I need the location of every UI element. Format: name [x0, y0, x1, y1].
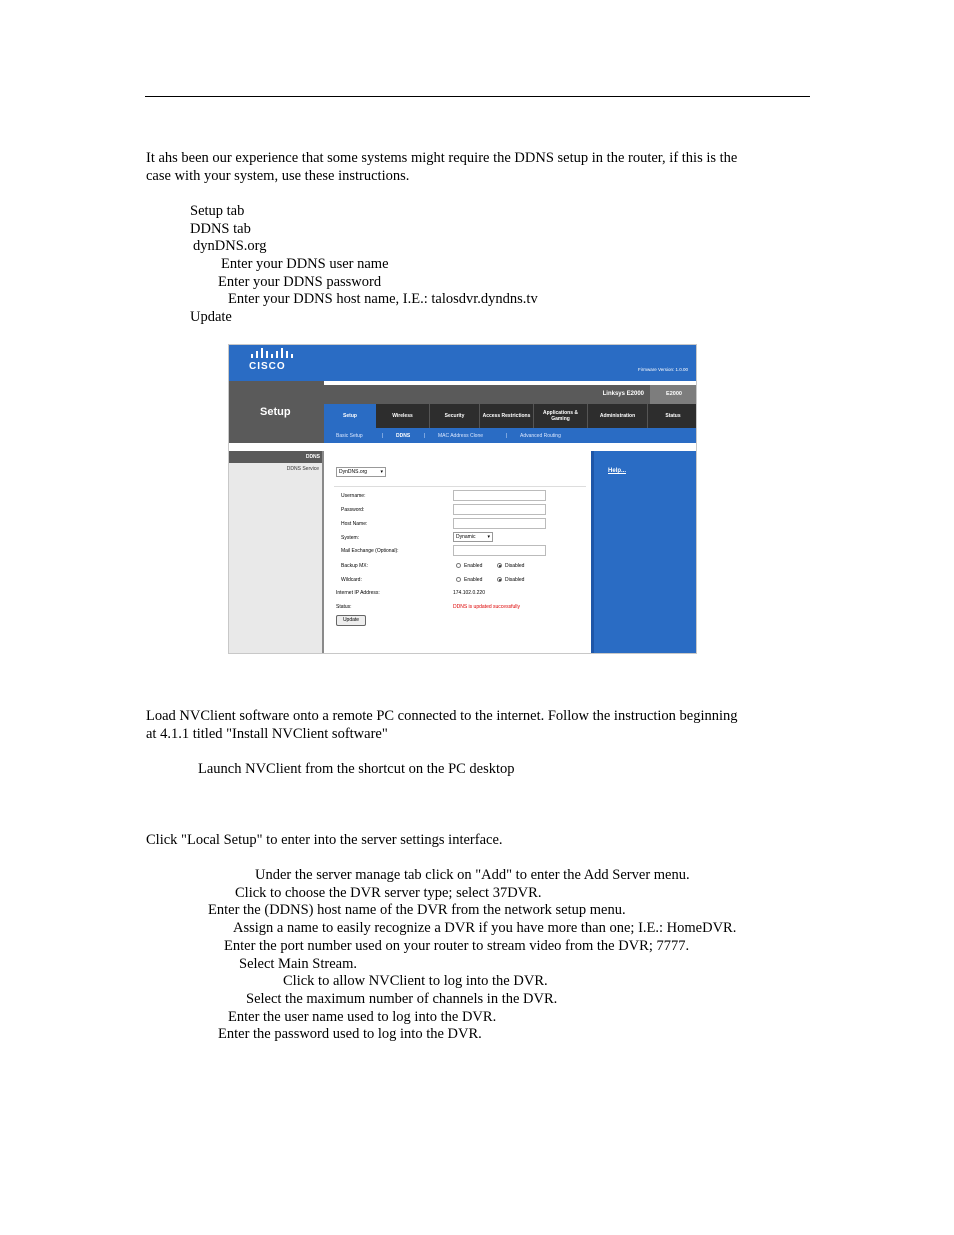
server-step-8: Select the maximum number of channels in the DVR. [246, 991, 558, 1007]
server-step-9: Enter the user name used to log into the DVR. [228, 1009, 497, 1025]
router-ddns-screenshot [228, 344, 697, 654]
server-step-7: Click to allow NVClient to log into the DVR. [283, 973, 548, 989]
help-link[interactable]: Help... [608, 468, 627, 474]
router-step-6: Enter your DDNS host name, I.E.: talosdvr.dyndns.tv [228, 291, 538, 307]
tab-status[interactable]: Status [665, 413, 681, 419]
product-bar [324, 385, 697, 404]
tab-access-restrictions[interactable]: Access Restrictions [480, 404, 534, 428]
backup-mx-label: Backup MX: [341, 563, 368, 569]
cisco-logo-icon [249, 348, 293, 376]
left-column [229, 451, 324, 654]
router-step-5: Enter your DDNS password [218, 274, 382, 290]
server-step-4: Assign a name to easily recognize a DVR if you have more than one; I.E.: HomeDVR. [233, 920, 737, 936]
sub-tabs [324, 431, 697, 441]
chevron-down-icon: ▾ [380, 469, 383, 475]
subtab-mac-address-clone[interactable]: MAC Address Clone [438, 433, 484, 439]
product-name: Linksys E2000 [602, 391, 644, 397]
tab-security[interactable]: Security [430, 404, 480, 428]
nvclient-line-2: at 4.1.1 titled "Install NVClient software" [146, 726, 388, 742]
section-panel [229, 381, 324, 443]
server-step-1: Under the server manage tab click on "Add" to enter the Add Server menu. [255, 867, 690, 883]
wildcard-enabled-label: Enabled [464, 577, 483, 583]
local-setup-text: Click "Local Setup" to enter into the server settings interface. [146, 832, 503, 848]
mail-exchange-label: Mail Exchange (Optional): [341, 548, 399, 554]
server-step-5: Enter the port number used on your router to stream video from the DVR; 7777. [224, 938, 690, 954]
subtab-separator: | [382, 433, 384, 439]
username-label: Username: [341, 493, 366, 499]
internet-ip-label: Internet IP Address: [336, 590, 380, 596]
password-label: Password: [341, 507, 365, 513]
server-step-2: Click to choose the DVR server type; select 37DVR. [235, 885, 542, 901]
server-step-10: Enter the password used to log into the DVR. [218, 1026, 482, 1042]
intro-line-1: It ahs been our experience that some systems might require the DDNS setup in the router, if this is the [146, 150, 738, 166]
router-step-7: Update [190, 309, 232, 325]
internet-ip-value: 174.102.0.220 [453, 590, 485, 596]
subtab-separator: | [506, 433, 508, 439]
brand-text: CISCO [249, 361, 286, 372]
subtab-separator: | [424, 433, 426, 439]
wildcard-enabled-radio[interactable] [456, 577, 461, 582]
tab-setup[interactable]: Setup [324, 404, 376, 428]
help-column [591, 451, 697, 654]
nvclient-line-1: Load NVClient software onto a remote PC connected to the internet. Follow the instruction beginning [146, 708, 738, 724]
intro-paragraph [146, 149, 786, 185]
server-step-3: Enter the (DDNS) host name of the DVR from the network setup menu. [208, 902, 626, 918]
nvclient-paragraph [146, 707, 786, 743]
firmware-version: Firmware Version: 1.0.00 [637, 367, 688, 372]
ddns-service-label: DDNS Service [286, 466, 319, 472]
main-tabs [324, 404, 697, 428]
subtab-basic-setup[interactable]: Basic Setup [336, 433, 363, 439]
status-label: Status: [336, 604, 352, 610]
hostname-input[interactable] [453, 518, 546, 529]
section-title: Setup [260, 406, 291, 418]
router-step-3: dynDNS.org [193, 238, 267, 254]
tab-wireless[interactable]: Wireless [376, 404, 430, 428]
tab-administration[interactable]: Administration [588, 404, 648, 428]
backup-mx-enabled-label: Enabled [464, 563, 483, 569]
chevron-down-icon: ▾ [487, 534, 490, 540]
system-label: System: [341, 535, 360, 541]
router-step-1: Setup tab [190, 203, 245, 219]
status-value: DDNS is updated successfully [453, 604, 520, 610]
backup-mx-disabled-radio[interactable] [497, 563, 502, 568]
router-top-bar [229, 345, 696, 381]
subtab-advanced-routing[interactable]: Advanced Routing [520, 433, 561, 439]
update-button[interactable]: Update [336, 615, 366, 626]
password-input[interactable] [453, 504, 546, 515]
server-step-6: Select Main Stream. [239, 956, 357, 972]
router-step-4: Enter your DDNS user name [221, 256, 389, 272]
hostname-label: Host Name: [341, 521, 368, 527]
system-select[interactable]: Dynamic ▾ [453, 532, 493, 542]
wildcard-label: Wildcard: [341, 577, 362, 583]
launch-nvclient-step: Launch NVClient from the shortcut on the PC desktop [198, 761, 515, 777]
model-name: E2000 [650, 385, 697, 404]
backup-mx-disabled-label: Disabled [505, 563, 525, 569]
wildcard-disabled-label: Disabled [505, 577, 525, 583]
intro-line-2: case with your system, use these instructions. [146, 168, 410, 184]
router-step-2: DDNS tab [190, 221, 251, 237]
subtab-ddns[interactable]: DDNS [396, 433, 411, 439]
header-rule [145, 96, 810, 97]
ddns-service-select[interactable]: DynDNS.org ▾ [336, 467, 386, 477]
mail-exchange-input[interactable] [453, 545, 546, 556]
backup-mx-enabled-radio[interactable] [456, 563, 461, 568]
username-input[interactable] [453, 490, 546, 501]
tab-applications-gaming[interactable]: Applications & Gaming [534, 404, 588, 428]
ddns-header: DDNS [229, 451, 322, 463]
wildcard-disabled-radio[interactable] [497, 577, 502, 582]
